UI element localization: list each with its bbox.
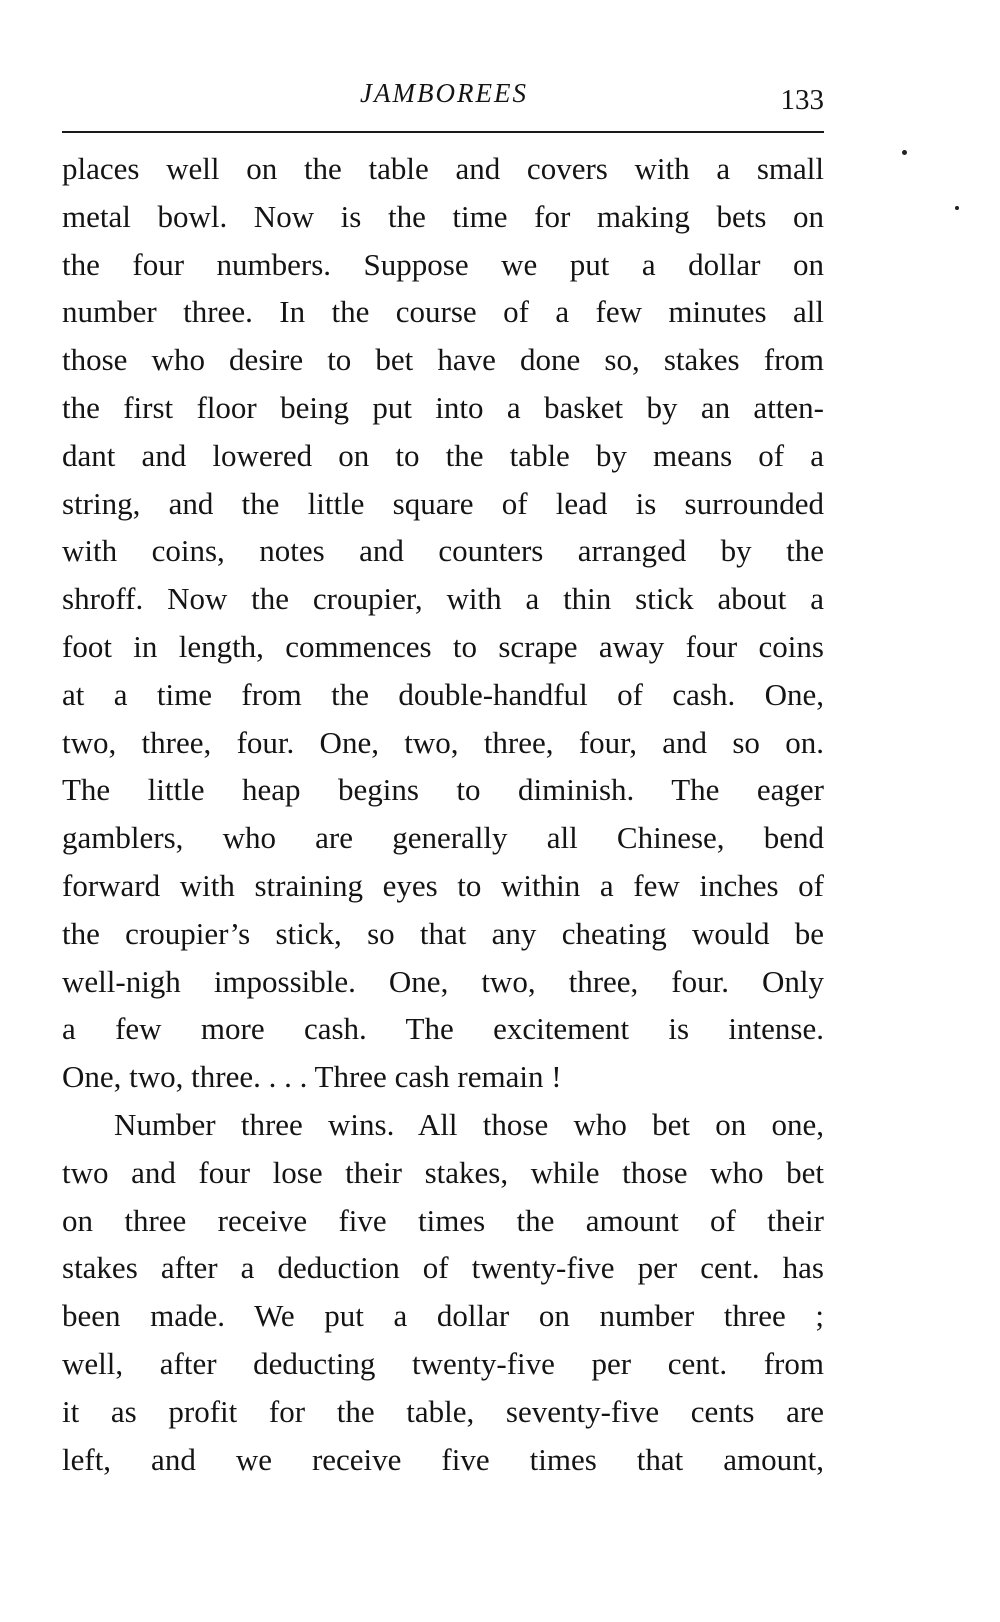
text-line: forward with straining eyes to within a few inches of bbox=[62, 867, 824, 903]
text-line: well, after deducting twenty-five per cent. from bbox=[62, 1345, 824, 1381]
text-line: The little heap begins to diminish. The eager bbox=[62, 772, 824, 808]
text-line: a few more cash. The excitement is intense. bbox=[62, 1011, 824, 1047]
text-line: well-nigh impossible. One, two, three, four. Only bbox=[62, 963, 824, 999]
text-line: two, three, four. One, two, three, four, and so on. bbox=[62, 724, 824, 760]
text-line: the four numbers. Suppose we put a dollar on bbox=[62, 246, 824, 282]
ink-speck bbox=[955, 206, 959, 210]
page-number: 133 bbox=[780, 84, 824, 116]
body-text bbox=[62, 145, 824, 1483]
running-title: JAMBOREES bbox=[360, 78, 528, 108]
text-line: two and four lose their stakes, while those who bet bbox=[62, 1154, 824, 1190]
text-line: it as profit for the table, seventy-five cents are bbox=[62, 1393, 824, 1429]
text-line: gamblers, who are generally all Chinese, bend bbox=[62, 820, 824, 856]
text-line: at a time from the double-handful of cash. One, bbox=[62, 676, 824, 712]
text-line: number three. In the course of a few minutes all bbox=[62, 294, 824, 330]
header-rule bbox=[62, 131, 824, 133]
text-line: string, and the little square of lead is surrounded bbox=[62, 485, 824, 521]
text-line: foot in length, commences to scrape away four coins bbox=[62, 628, 824, 664]
running-head bbox=[62, 72, 824, 116]
text-line: stakes after a deduction of twenty-five per cent. has bbox=[62, 1250, 824, 1286]
paragraph-start-line: Number three wins. All those who bet on one, bbox=[114, 1106, 824, 1142]
text-line: those who desire to bet have done so, stakes from bbox=[62, 342, 824, 378]
ink-speck bbox=[902, 150, 907, 155]
text-line: metal bowl. Now is the time for making bets on bbox=[62, 198, 824, 234]
text-line: left, and we receive five times that amount, bbox=[62, 1441, 824, 1477]
text-line: with coins, notes and counters arranged by the bbox=[62, 533, 824, 569]
text-line: the first floor being put into a basket by an atten- bbox=[62, 389, 824, 425]
text-line: the croupier’s stick, so that any cheating would be bbox=[62, 915, 824, 951]
text-line: dant and lowered on to the table by means of a bbox=[62, 437, 824, 473]
text-line: on three receive five times the amount of their bbox=[62, 1202, 824, 1238]
text-line: been made. We put a dollar on number three ; bbox=[62, 1298, 824, 1334]
text-line: places well on the table and covers with a small bbox=[62, 151, 824, 186]
text-line: shroff. Now the croupier, with a thin stick about a bbox=[62, 581, 824, 617]
paragraph-end-line: One, two, three. . . . Three cash remain ! bbox=[62, 1059, 562, 1095]
